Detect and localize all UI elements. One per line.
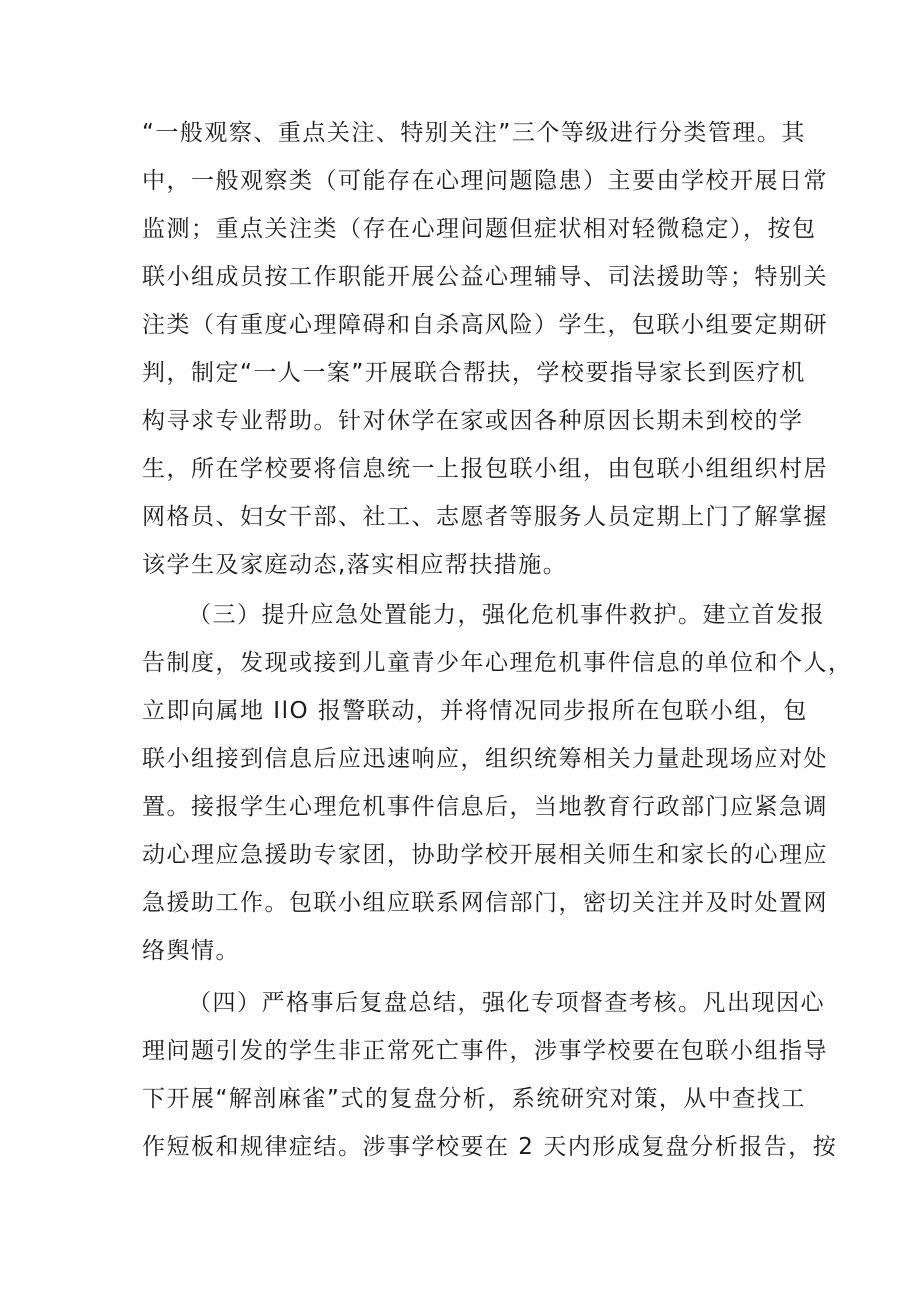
text-line: 构寻求专业帮助。针对休学在家或因各种原因长期未到校的学: [142, 408, 804, 434]
text-line: 急援助工作。包联小组应联系网信部门，密切关注并及时处置网: [142, 890, 828, 916]
text-line: 告制度，发现或接到儿童青少年心理危机事件信息的单位和个人，: [142, 650, 853, 676]
text-line: 注类（有重度心理障碍和自杀高风险）学生，包联小组要定期研: [142, 312, 828, 338]
text-line: 网格员、妇女干部、社工、志愿者等服务人员定期上门了解掌握: [142, 504, 828, 530]
text-line: 监测；重点关注类（存在心理问题但症状相对轻微稳定），按包: [142, 216, 817, 242]
text-line: 判，制定“一人一案”开展联合帮扶，学校要指导家长到医疗机: [142, 360, 806, 386]
section-four-heading-line: （四）严格事后复盘总结，强化专项督查考核。凡出现因心: [188, 990, 825, 1016]
text-line: “一般观察、重点关注、特别关注”三个等级进行分类管理。其: [142, 120, 806, 146]
text-line: 联小组成员按工作职能开展公益心理辅导、司法援助等；特别关: [142, 264, 828, 290]
text-line: 络舆情。: [142, 938, 240, 964]
text-line: 该学生及家庭动态,落实相应帮扶措施。: [142, 552, 568, 578]
text-line: 动心理应急援助专家团，协助学校开展相关师生和家长的心理应: [142, 842, 828, 868]
text-line: 联小组接到信息后应迅速响应，组织统筹相关力量赴现场应对处: [142, 746, 828, 772]
text-line: 立即向属地 IlO 报警联动，并将情况同步报所在包联小组，包: [142, 698, 808, 724]
text-line: 理问题引发的学生非正常死亡事件，涉事学校要在包联小组指导: [142, 1038, 828, 1064]
text-line: 下开展“解剖麻雀”式的复盘分析，系统研究对策，从中查找工: [142, 1086, 806, 1112]
text-line: 作短板和规律症结。涉事学校要在 2 天内形成复盘分析报告，按: [142, 1134, 838, 1160]
section-three-heading-line: （三）提升应急处置能力，强化危机事件救护。建立首发报: [188, 602, 825, 628]
text-line: 中，一般观察类（可能存在心理问题隐患）主要由学校开展日常: [142, 168, 828, 194]
text-line: 置。接报学生心理危机事件信息后，当地教育行政部门应紧急调: [142, 794, 828, 820]
text-line: 生，所在学校要将信息统一上报包联小组，由包联小组组织村居: [142, 456, 828, 482]
